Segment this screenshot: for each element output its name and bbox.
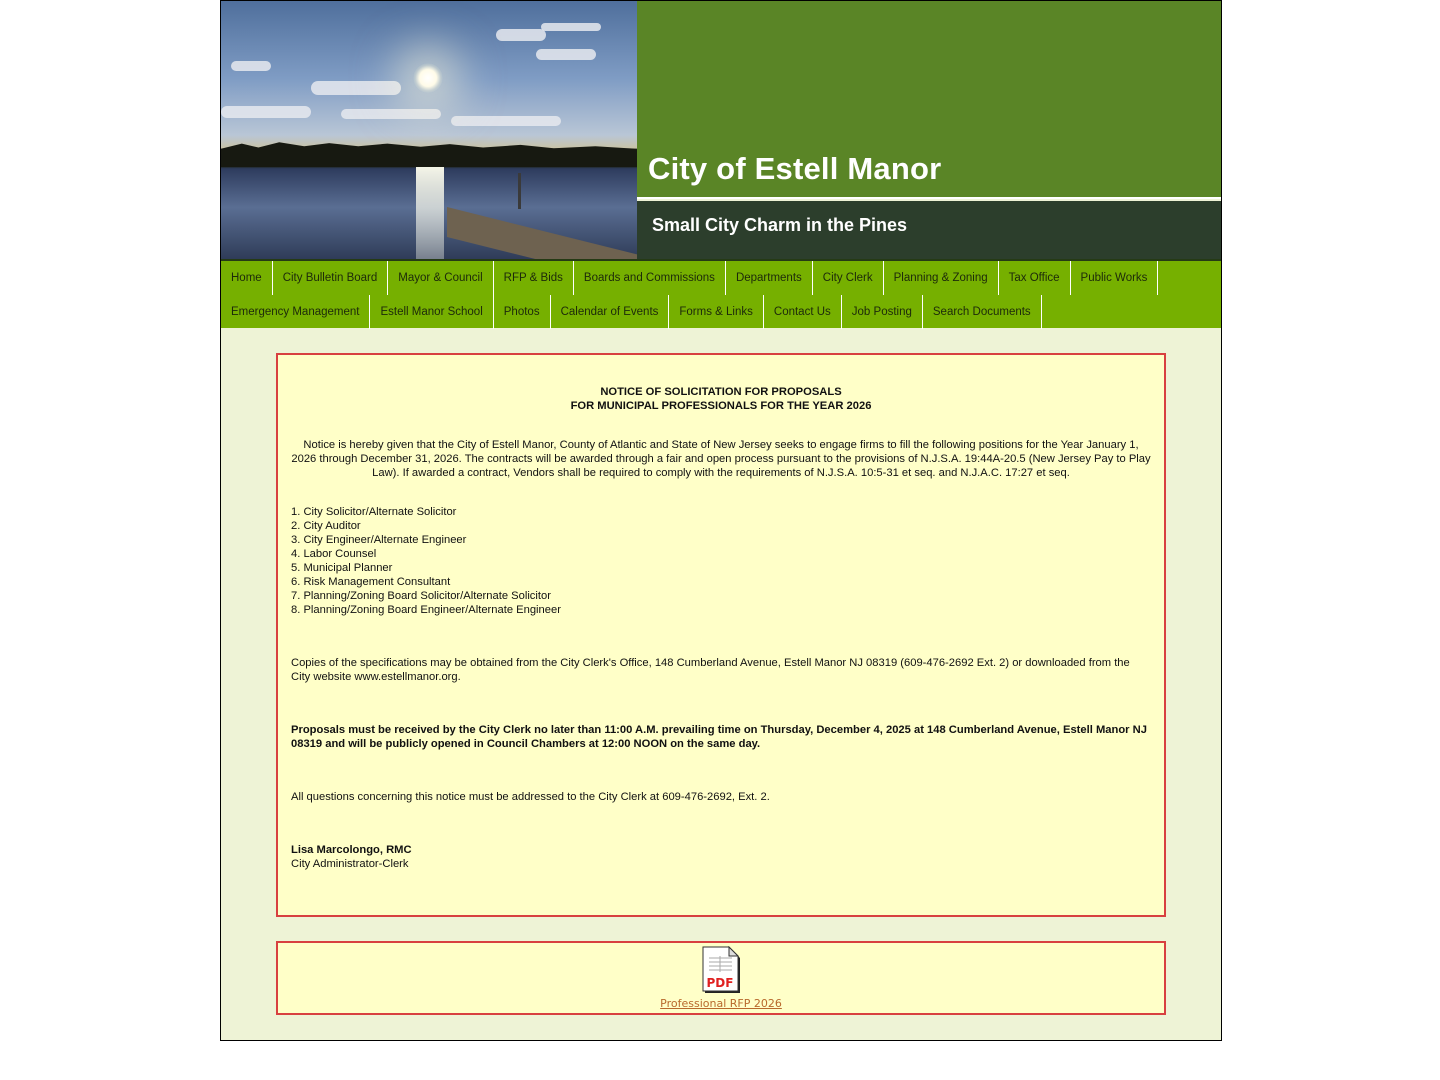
notice-questions: All questions concerning this notice must be addressed to the City Clerk at 609-476-2692, Ext. 2. xyxy=(291,791,770,803)
nav-forms-links[interactable]: Forms & Links xyxy=(669,295,764,329)
banner-photo xyxy=(221,1,637,259)
notice-box xyxy=(276,353,1166,917)
page-container xyxy=(220,0,1222,1041)
positions-list xyxy=(291,505,1151,617)
nav-estell-manor-school[interactable]: Estell Manor School xyxy=(370,295,493,329)
nav-job-posting[interactable]: Job Posting xyxy=(842,295,923,329)
notice-copies: Copies of the specifications may be obtained from the City Clerk's Office, 148 Cumberland Avenue, Estell Manor NJ 08319 (609-476-2692 Ext. 2) or downloaded from the City website www.estellmanor.org. xyxy=(291,657,1130,683)
tagline-banner xyxy=(637,201,1221,259)
signer-title: City Administrator-Clerk xyxy=(291,858,409,870)
signer-name: Lisa Marcolongo, RMC xyxy=(291,844,412,856)
nav-public-works[interactable]: Public Works xyxy=(1071,261,1159,295)
nav-row-2 xyxy=(221,295,1221,329)
dock-post xyxy=(518,173,521,209)
position-item: 6. Risk Management Consultant xyxy=(291,576,451,588)
nav-contact-us[interactable]: Contact Us xyxy=(764,295,842,329)
nav-city-bulletin-board[interactable]: City Bulletin Board xyxy=(273,261,389,295)
position-item: 3. City Engineer/Alternate Engineer xyxy=(291,534,467,546)
position-item: 2. City Auditor xyxy=(291,520,361,532)
nav-city-clerk[interactable]: City Clerk xyxy=(813,261,884,295)
nav-photos[interactable]: Photos xyxy=(494,295,551,329)
site-title-banner xyxy=(637,1,1221,199)
site-header xyxy=(221,1,1221,259)
position-item: 8. Planning/Zoning Board Engineer/Alternate Engineer xyxy=(291,604,561,616)
nav-planning-zoning[interactable]: Planning & Zoning xyxy=(884,261,999,295)
nav-search-documents[interactable]: Search Documents xyxy=(923,295,1042,329)
nav-departments[interactable]: Departments xyxy=(726,261,813,295)
position-item: 1. City Solicitor/Alternate Solicitor xyxy=(291,506,457,518)
sun-glare xyxy=(416,167,444,259)
nav-home[interactable]: Home xyxy=(221,261,273,295)
pdf-download-link[interactable]: Professional RFP 2026 xyxy=(660,997,782,1010)
position-item: 5. Municipal Planner xyxy=(291,562,393,574)
position-item: 7. Planning/Zoning Board Solicitor/Alternate Solicitor xyxy=(291,590,551,602)
svg-text:PDF: PDF xyxy=(706,976,734,990)
notice-deadline: Proposals must be received by the City Clerk no later than 11:00 A.M. prevailing time on Thursday, December 4, 2025 at 148 Cumberland Avenue, Estell Manor NJ 08319 and will be publicly opened in Council Chambers at 12:00 NOON on the same day. xyxy=(291,724,1147,750)
attachment-box xyxy=(276,941,1166,1015)
position-item: 4. Labor Counsel xyxy=(291,548,377,560)
nav-row-1 xyxy=(221,261,1221,295)
nav-emergency-management[interactable]: Emergency Management xyxy=(221,295,370,329)
main-nav xyxy=(221,259,1221,328)
pdf-file-icon[interactable] xyxy=(702,946,742,994)
nav-boards-commissions[interactable]: Boards and Commissions xyxy=(574,261,726,295)
nav-tax-office[interactable]: Tax Office xyxy=(999,261,1071,295)
notice-heading-line-1: NOTICE OF SOLICITATION FOR PROPOSALS xyxy=(600,386,842,398)
treeline xyxy=(221,141,637,167)
dock xyxy=(447,207,637,259)
site-title: City of Estell Manor xyxy=(648,151,942,186)
notice-heading xyxy=(291,385,1151,413)
notice-intro: Notice is hereby given that the City of Estell Manor, County of Atlantic and State of New Jersey seeks to engage firms to fill the following positions for the Year January 1, 2026 through December 31, 2026. The contracts will be awarded through a fair and open process pursuant to the provisions of N.J.S.A. 19:44A-20.5 (New Jersey Pay to Play Law). If awarded a contract, Vendors shall be required to comply with the requirements of N.J.S.A. 10:5-31 et seq. and N.J.A.C. 17:27 et seq. xyxy=(291,439,1151,479)
nav-rfp-bids[interactable]: RFP & Bids xyxy=(494,261,574,295)
nav-mayor-council[interactable]: Mayor & Council xyxy=(388,261,493,295)
nav-calendar-of-events[interactable]: Calendar of Events xyxy=(551,295,670,329)
sun xyxy=(413,63,443,93)
signature-block xyxy=(291,843,1151,871)
notice-heading-line-2: FOR MUNICIPAL PROFESSIONALS FOR THE YEAR 2026 xyxy=(570,400,872,412)
site-tagline: Small City Charm in the Pines xyxy=(652,215,908,235)
